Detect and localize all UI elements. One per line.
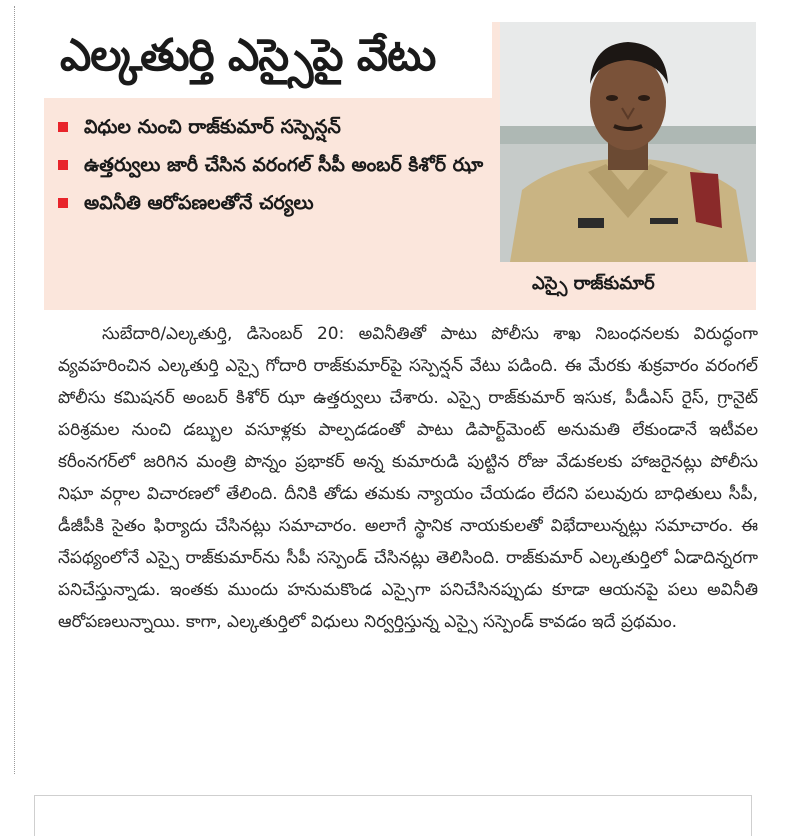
officer-photo-illustration: [500, 22, 756, 262]
summary-bullet-text: ఉత్తర్వులు జారీ చేసిన వరంగల్ సీపీ అంబర్ కిశోర్ ఝా: [84, 154, 484, 176]
article-body: సుబేదారి/ఎల్కతుర్తి, డిసెంబర్ 20: అవినీతితో పాటు పోలీసు శాఖ నిబంధనలకు విరుద్ధంగా వ్యవహరించిన ఎల్కతుర్తి ఎస్సై గోదారి రాజ్‌కుమార్‌పై సస్పెన్షన్ వేటు పడింది. ఈ మేరకు శుక్రవారం వరంగల్ పోలీసు కమిషనర్ అంబర్ కిశోర్ ఝా ఉత్తర్వులు చేశారు. ఎస్సై రాజ్‌కుమార్ ఇసుక, పీడీఎస్ రైస్, గ్రానైట్ పరిశ్రమల నుంచి డబ్బుల వసూళ్లకు పాల్పడడంతో పాటు డిపార్ట్‌మెంట్ అనుమతి లేకుండానే ఇటీవల కరీంనగర్‌లో జరిగిన మంత్రి పొన్నం ప్రభాకర్ అన్న కుమారుడి పుట్టిన రోజు వేడుకలకు హాజరైనట్లు పోలీసు నిఘా వర్గాల విచారణలో తేలింది. దీనికి తోడు తమకు న్యాయం చేయడం లేదని పలువురు బాధితులు సీపీ, డీజీపీకి సైతం ఫిర్యాదు చేసినట్లు సమాచారం. అలాగే స్థానిక నాయకులతో విభేదాలున్నట్లు సమాచారం. ఈ నేపథ్యంలోనే ఎస్సై రాజ్‌కుమార్‌ను సీపీ సస్పెండ్ చేసినట్లు తెలిసింది. రాజ్‌కుమార్ ఎల్కతుర్తిలో ఏడాదిన్నరగా పనిచేస్తున్నాడు. ఇంతకు ముందు హనుమకొండ ఎస్సైగా పనిచేసినప్పుడు కూడా ఆయనపై పలు అవినీతి ఆరోపణలున్నాయి. కాగా, ఎల్కతుర్తిలో విధులు నిర్వర్తిస్తున్న ఎస్సై సస్పెండ్ కావడం ఇదే ప్రథమం.: [58, 324, 758, 632]
summary-bullet: [54, 150, 494, 180]
bullet-square-icon: [58, 160, 68, 170]
headline: ఎల్కతుర్తి ఎస్సైపై వేటు: [60, 30, 436, 81]
summary-bullet-text: అవినీతి ఆరోపణలతోనే చర్యలు: [84, 192, 314, 214]
bullet-square-icon: [58, 198, 68, 208]
summary-bullet: [54, 112, 494, 142]
summary-bullet-text: విధుల నుంచి రాజ్‌కుమార్ సస్పెన్షన్: [84, 116, 341, 138]
column-divider: [14, 6, 15, 774]
summary-bullets: [54, 112, 494, 226]
photo-caption: ఎస్సై రాజ్‌కుమార్: [532, 273, 655, 294]
bullet-square-icon: [58, 122, 68, 132]
officer-photo: [500, 22, 756, 262]
summary-bullet: [54, 188, 494, 218]
